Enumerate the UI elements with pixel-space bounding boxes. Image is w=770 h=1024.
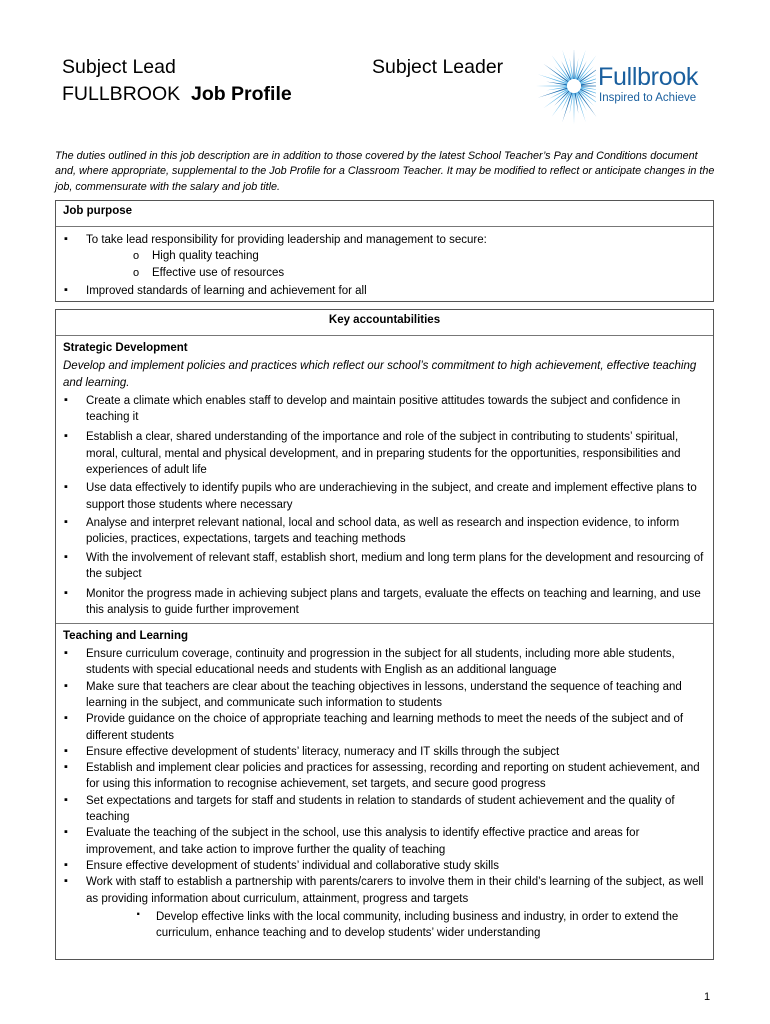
logo-ray	[578, 66, 593, 81]
list-item: ▪ Use data effectively to identify pupils who are underachieving in the subject, and create and implement effective plans to support those students where necessary	[63, 480, 706, 513]
logo-ray	[576, 50, 586, 80]
logo-ray	[578, 90, 593, 105]
school-name: FULLBROOK	[62, 83, 181, 105]
logo-center	[567, 79, 581, 93]
job-purpose-title: Job purpose	[56, 201, 713, 227]
teaching-list	[63, 646, 706, 941]
list-item: ▪ Establish and implement clear policies and practices for assessing, recording and reporting on student achievement, and for using this information to recognise achievement, set targets, and secure good progress	[63, 760, 706, 793]
teaching-section	[56, 623, 713, 944]
logo-ray	[573, 93, 574, 124]
sub-list-item: o High quality teaching	[129, 248, 706, 264]
title-line2	[62, 81, 292, 108]
sub-list-item: o Effective use of resources	[129, 265, 706, 281]
logo-ray	[573, 50, 574, 79]
list-item: ▪ Monitor the progress made in achieving subject plans and targets, evaluate the effects on teaching and learning, and use this analysis to guide further improvement	[63, 586, 706, 619]
logo-name: Fullbrook	[598, 63, 699, 91]
title-line1: Subject Lead	[62, 56, 176, 78]
list-item: ▪ Evaluate the teaching of the subject in the school, use this analysis to identify effective practice and areas for improvement, and take action to improve further the quality of teaching	[63, 825, 706, 858]
section-title: Strategic Development	[63, 342, 188, 354]
logo-tagline: Inspired to Achieve	[599, 92, 697, 104]
fullbrook-logo	[534, 50, 714, 134]
list-item: ▪ Improved standards of learning and achievement for all	[63, 283, 706, 299]
logo-ray	[536, 85, 567, 86]
logo-ray	[538, 74, 568, 84]
logo-ray	[562, 92, 572, 122]
list-item: ▪ Provide guidance on the choice of appropriate teaching and learning methods to meet the needs of the subject and of different students	[63, 711, 706, 744]
list-item	[63, 874, 706, 941]
strategic-list	[63, 393, 706, 619]
list-item-text: Work with staff to establish a partnership with parents/carers to involve them in their child’s learning of the subject, as well as providing information about curriculum, attainment, progress and targets	[86, 876, 704, 905]
list-item: ▪ Ensure curriculum coverage, continuity and progression in the subject for all students, including more able students, students with special educational needs and students with English as an additional language	[63, 646, 706, 679]
list-item: ▪ Establish a clear, shared understanding of the importance and role of the subject in contributing to students’ spiritual, moral, cultural, mental and physical development, and in preparing students for the opportunities, responsibilities and experiences of adult life	[63, 429, 706, 478]
list-item: ▪ With the involvement of relevant staff, establish short, medium and long term plans for the development and resourcing of the subject	[63, 550, 706, 583]
page-number: 1	[704, 991, 711, 1003]
list-item: ▪ Ensure effective development of students’ individual and collaborative study skills	[63, 858, 706, 874]
sub-list	[129, 248, 706, 281]
list-item: ▪ Ensure effective development of students’ literacy, numeracy and IT skills through the subject	[63, 744, 706, 760]
list-item: ▪ Set expectations and targets for staff and students in relation to standards of student achievement and the quality of teaching	[63, 793, 706, 826]
sub-list-item: · Develop effective links with the local community, including business and industry, in order to extend the curriculum, enhance teaching and to develop students’ wider understanding	[133, 909, 706, 942]
logo-ray	[554, 90, 569, 105]
logo-ray	[576, 92, 586, 122]
logo-ray	[538, 88, 568, 98]
logo-ray	[562, 50, 572, 80]
job-purpose-content	[56, 227, 713, 303]
list-item: ▪ Analyse and interpret relevant national, local and school data, as well as research and inspection evidence, to inform policies, practices, expectations, targets and teaching methods	[63, 515, 706, 548]
section-title: Teaching and Learning	[63, 629, 189, 642]
intro-paragraph: The duties outlined in this job description are in addition to those covered by the latest School Teacher’s Pay and Conditions document and, where appropriate, supplemental to the Job Profile for a Classroom Teacher. It may be modified to reflect or anticipate changes in the job, commensurate with the salary and job title.	[55, 150, 715, 193]
list-item: ▪ Make sure that teachers are clear about the teaching objectives in lessons, understand the sequence of teaching and learning in the subject, and communicate such information to students	[63, 679, 706, 712]
section-intro: Develop and implement policies and practices which reflect our school’s commitment to high achievement, effective teaching and learning.	[63, 360, 697, 389]
sub-list	[133, 909, 706, 942]
list-item-text: To take lead responsibility for providing leadership and management to secure:	[86, 234, 487, 246]
list-item: ▪ Create a climate which enables staff to develop and maintain positive attitudes towards the subject and confidence in teaching it	[63, 393, 706, 426]
document-title	[62, 54, 292, 108]
list-item	[63, 232, 706, 281]
strategic-section	[56, 336, 713, 623]
job-purpose-box	[55, 200, 714, 302]
logo-ray	[554, 66, 569, 81]
role-title: Subject Leader	[372, 56, 504, 78]
job-purpose-list	[63, 232, 706, 299]
key-accountabilities-title: Key accountabilities	[56, 310, 713, 336]
key-accountabilities-box	[55, 309, 714, 960]
job-profile-label: Job Profile	[190, 83, 292, 105]
